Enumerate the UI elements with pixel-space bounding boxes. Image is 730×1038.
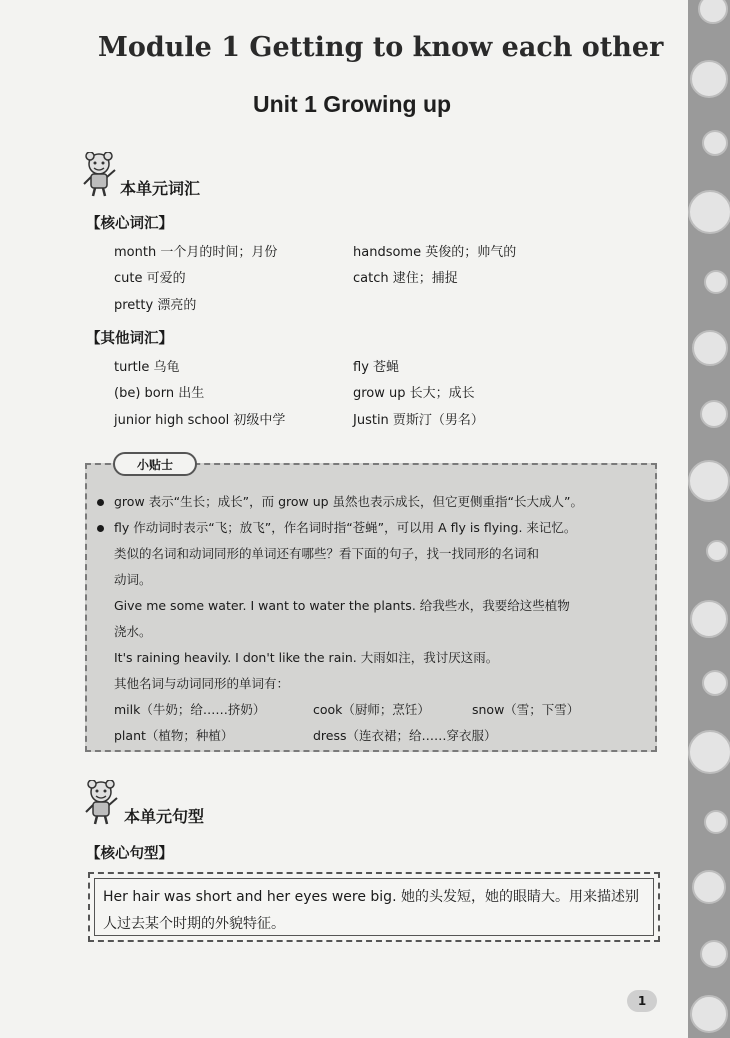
vocab-word: junior high school 初级中学 xyxy=(114,413,286,428)
example-word: dress（连衣裙；给……穿衣服） xyxy=(313,728,497,743)
vocab-word: month 一个月的时间；月份 xyxy=(114,245,278,260)
pattern-line: Her hair was short and her eyes were big. 她的头发短，她的眼睛大。用来描述别 xyxy=(103,889,639,905)
vocab-word: turtle 乌龟 xyxy=(114,360,180,375)
tip-line: 浇水。 xyxy=(114,624,152,639)
tip-line: 动词。 xyxy=(114,572,152,587)
page-edge-pattern xyxy=(688,0,730,1038)
vocab-word: grow up 长大；成长 xyxy=(353,386,475,401)
tips-badge: 小贴士 xyxy=(113,452,197,476)
pattern-section-heading: 本单元句型 xyxy=(124,807,205,826)
tip-line: 其他名词与动词同形的单词有： xyxy=(114,676,290,691)
tip-line: Give me some water. I want to water the plants. 给我些水，我要给这些植物 xyxy=(114,598,570,613)
page-number: 1 xyxy=(627,990,657,1012)
unit-title: Unit 1 Growing up xyxy=(253,91,452,117)
mascot-icon xyxy=(82,780,120,826)
core-vocab-heading: 【核心词汇】 xyxy=(86,216,173,232)
bullet-icon xyxy=(97,525,104,532)
tip-line: fly 作动词时表示“飞；放飞”，作名词时指“苍蝇”，可以用 A fly is flying. 来记忆。 xyxy=(114,520,577,535)
vocab-word: (be) born 出生 xyxy=(114,386,205,401)
pattern-line: 人过去某个时期的外貌特征。 xyxy=(103,916,285,932)
vocab-section-heading: 本单元词汇 xyxy=(120,179,201,198)
vocab-word: pretty 漂亮的 xyxy=(114,298,197,313)
example-word: plant（植物；种植） xyxy=(114,728,234,743)
example-word: milk（牛奶；给……挤奶） xyxy=(114,702,266,717)
other-vocab-heading: 【其他词汇】 xyxy=(86,331,173,347)
tip-line: grow 表示“生长；成长”，而 grow up 虽然也表示成长，但它更侧重指“长大成人”。 xyxy=(114,494,583,509)
tip-line: 类似的名词和动词同形的单词还有哪些？看下面的句子，找一找同形的名词和 xyxy=(114,546,540,561)
bullet-icon xyxy=(97,499,104,506)
module-title: Module 1 Getting to know each other xyxy=(98,32,664,63)
mascot-icon xyxy=(80,152,118,198)
example-word: cook（厨师；烹饪） xyxy=(313,702,430,717)
core-pattern-heading: 【核心句型】 xyxy=(86,846,173,862)
vocab-word: catch 逮住；捕捉 xyxy=(353,271,458,286)
vocab-word: fly 苍蝇 xyxy=(353,360,400,375)
example-word: snow（雪；下雪） xyxy=(472,702,580,717)
vocab-word: handsome 英俊的；帅气的 xyxy=(353,245,517,260)
vocab-word: Justin 贾斯汀（男名） xyxy=(353,413,484,428)
tip-line: It's raining heavily. I don't like the rain. 大雨如注，我讨厌这雨。 xyxy=(114,650,499,665)
vocab-word: cute 可爱的 xyxy=(114,271,186,286)
